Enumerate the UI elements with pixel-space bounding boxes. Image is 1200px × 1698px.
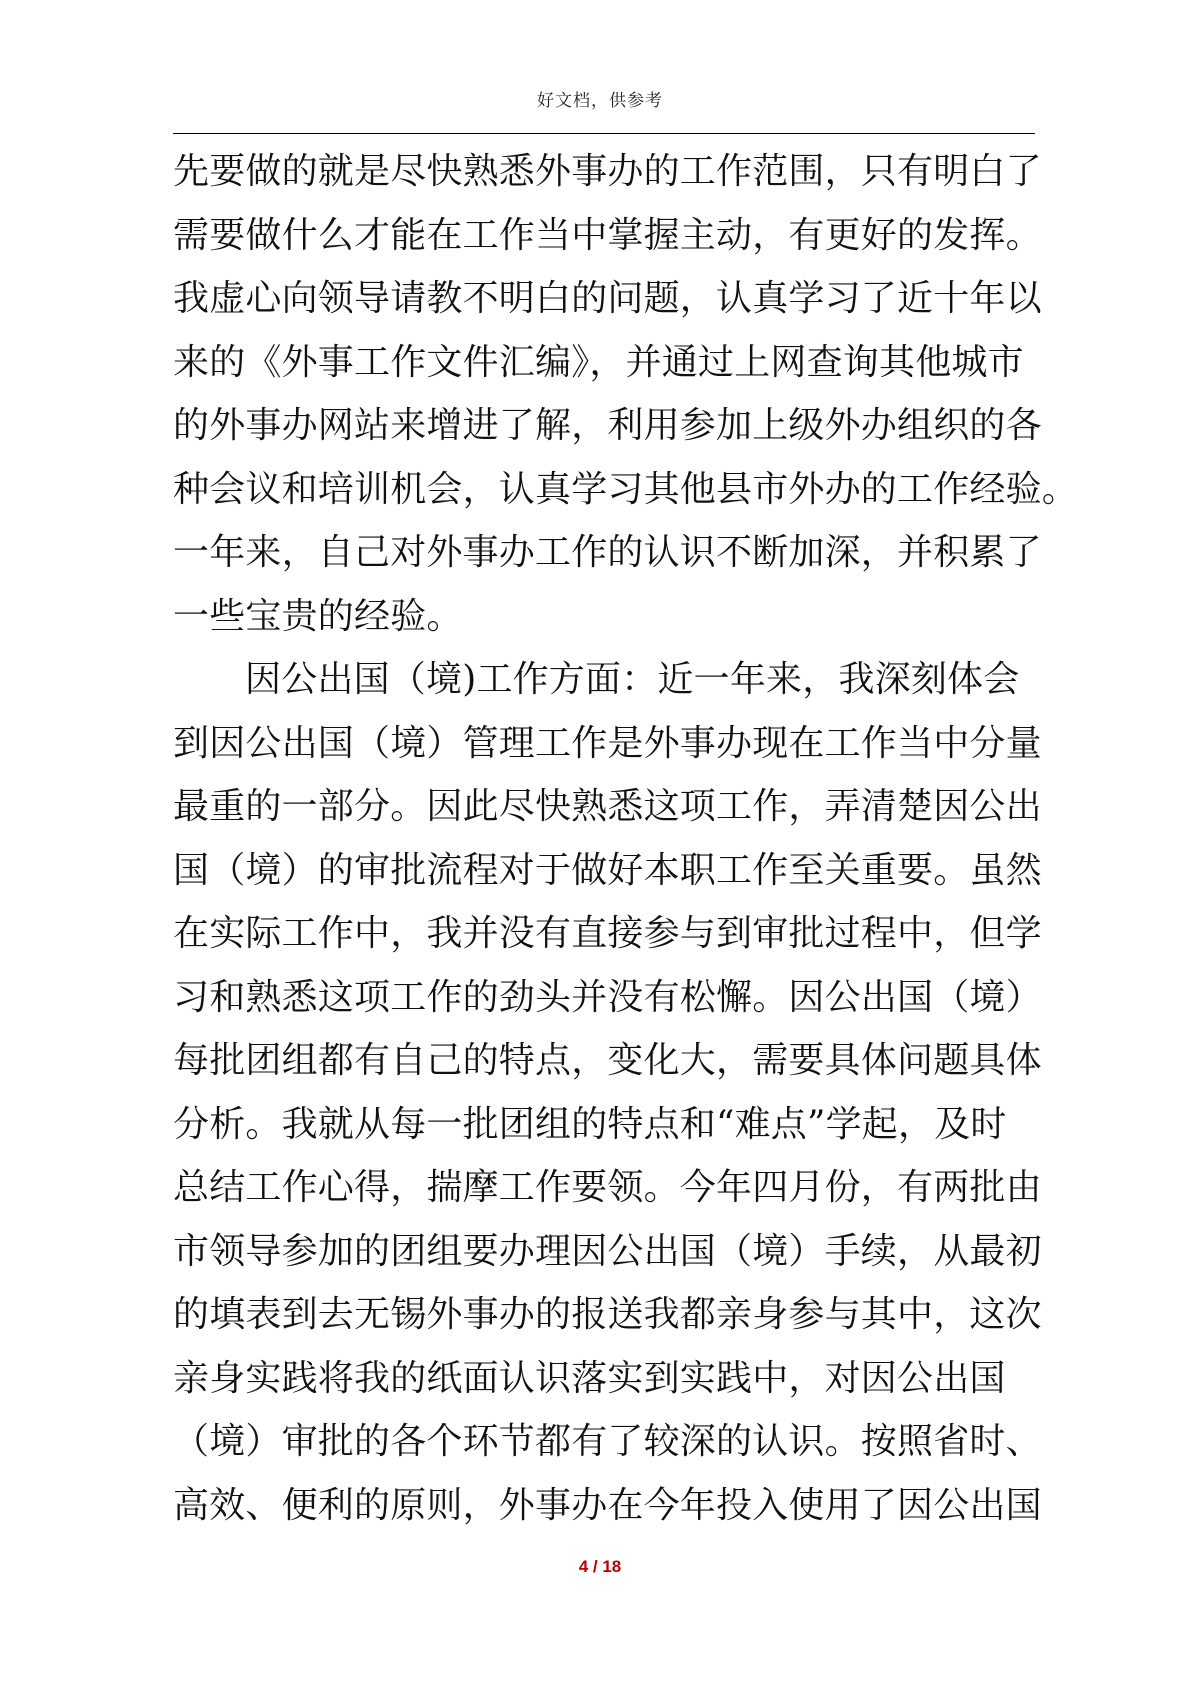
- body-line: 总结工作心得，揣摩工作要领。今年四月份，有两批由: [173, 1167, 1042, 1208]
- body-line: 最重的一部分。因此尽快熟悉这项工作，弄清楚因公出: [173, 786, 1042, 827]
- body-line: 一年来，自己对外事办工作的认识不断加深，并积累了: [173, 532, 1042, 573]
- body-line: 我虚心向领导请教不明白的问题，认真学习了近十年以: [173, 278, 1042, 319]
- body-line: 一些宝贵的经验。: [173, 595, 463, 637]
- body-line: 需要做什么才能在工作当中掌握主动，有更好的发挥。: [173, 214, 1042, 256]
- body-line: 分析。我就从每一批团组的特点和“难点”学起，及时: [173, 1103, 1007, 1145]
- body-line: 市领导参加的团组要办理因公出国（境）手续，从最初: [173, 1230, 1042, 1272]
- body-line: 的外事办网站来增进了解，利用参加上级外办组织的各: [173, 405, 1042, 446]
- body-line: 来的《外事工作文件汇编》，并通过上网查询其他城市: [173, 341, 1024, 383]
- page-number: 4 / 18: [578, 1557, 622, 1576]
- header-divider: [173, 133, 1035, 134]
- body-line: 每批团组都有自己的特点，变化大，需要具体问题具体: [173, 1040, 1042, 1081]
- body-line: 先要做的就是尽快熟悉外事办的工作范围，只有明白了: [173, 151, 1042, 192]
- document-body: [173, 140, 1079, 1537]
- paragraph-start-line: 因公出国（境)工作方面：近一年来，我深刻体会: [245, 659, 1020, 700]
- body-line: 亲身实践将我的纸面认识落实到实践中，对因公出国: [173, 1357, 1006, 1399]
- body-line: 高效、便利的原则，外事办在今年投入使用了因公出国: [173, 1484, 1042, 1526]
- page-header: 好文档，供参考: [537, 91, 663, 111]
- body-line: （境）审批的各个环节都有了较深的认识。按照省时、: [173, 1421, 1042, 1462]
- body-line: 习和熟悉这项工作的劲头并没有松懈。因公出国（境）: [173, 976, 1042, 1018]
- body-line: 在实际工作中，我并没有直接参与到审批过程中，但学: [173, 913, 1042, 954]
- body-line: 种会议和培训机会，认真学习其他县市外办的工作经验。: [173, 468, 1079, 510]
- body-line: 国（境）的审批流程对于做好本职工作至关重要。虽然: [173, 849, 1042, 891]
- body-line: 的填表到去无锡外事办的报送我都亲身参与其中，这次: [173, 1294, 1042, 1335]
- body-line: 到因公出国（境）管理工作是外事办现在工作当中分量: [173, 722, 1042, 764]
